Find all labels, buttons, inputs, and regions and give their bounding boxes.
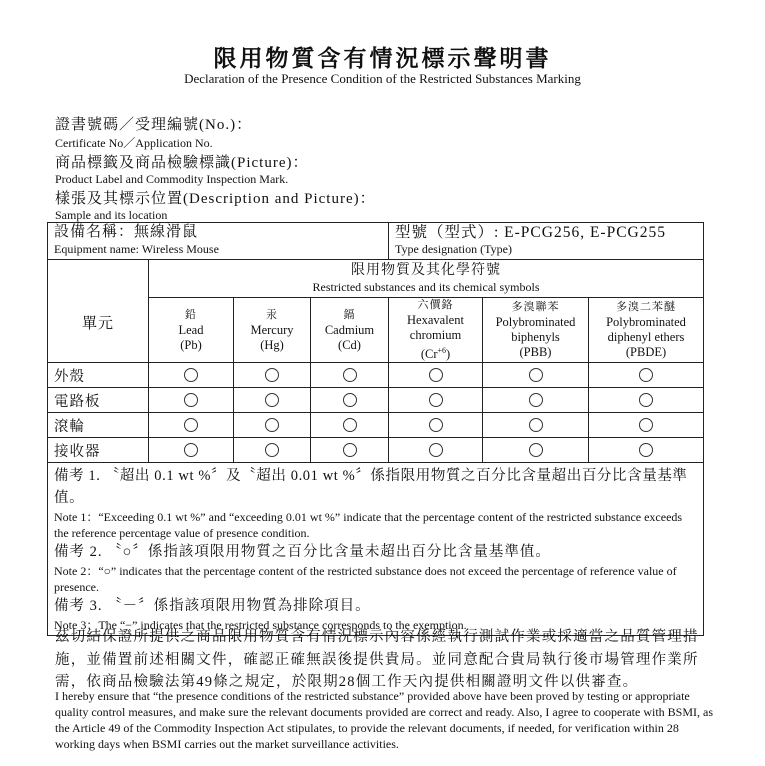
presence-mark-cell (234, 388, 311, 413)
presence-mark-cell (589, 388, 704, 413)
column-header-mercury: 汞 Mercury (Hg) (234, 298, 311, 363)
presence-mark-cell (311, 388, 389, 413)
circle-mark-icon (639, 418, 653, 432)
document-subtitle: Declaration of the Presence Condition of the Restricted Substances Marking (184, 71, 581, 86)
presence-mark-cell (149, 388, 234, 413)
type-designation-en: Type designation (Type) (395, 242, 512, 256)
presence-mark-cell (389, 388, 483, 413)
column-header-hexavalent-chromium: 六價鉻 Hexavalent chromium $(Cr^{+6})$ (389, 298, 483, 363)
circle-mark-icon (184, 368, 198, 382)
circle-mark-icon (529, 443, 543, 457)
unit-header: 單元 (48, 260, 149, 363)
column-header-pbb: 多溴聯苯 Polybrominated biphenyls (PBB) (483, 298, 589, 363)
row-unit-label: 電路板 (48, 388, 149, 413)
column-header-cadmium: 鎘 Cadmium (Cd) (311, 298, 389, 363)
circle-mark-icon (429, 368, 443, 382)
declaration-statement-en: I hereby ensure that “the presence conditions of the restricted substance” provided above have been proved by testing or appropriate quality control measures, and make sure the relevant documents provided are correct and ready. Also, I agree to cooperate with BSMI, as the Article 49 of the Commodity Inspection Act stipulates, to provide the relevant documents, if needed, for verification within 28 working days when BSMI carries out the market surveillance activities. (55, 689, 713, 751)
column-header-lead: 鉛 Lead (Pb) (149, 298, 234, 363)
circle-mark-icon (184, 393, 198, 407)
presence-mark-cell (483, 438, 589, 463)
circle-mark-icon (429, 443, 443, 457)
note-2-zh: 備考 2. 〝○〞係指該項限用物質之百分比含量未超出百分比含量基準值。 (54, 544, 551, 561)
circle-mark-icon (429, 418, 443, 432)
circle-mark-icon (639, 393, 653, 407)
certificate-no-label-en: Certificate No／Application No. (55, 136, 213, 150)
presence-mark-cell (311, 413, 389, 438)
certificate-no-label-zh: 證書號碼／受理編號(No.)： (55, 117, 253, 133)
equipment-name-cell (48, 223, 389, 260)
table-row (48, 388, 704, 413)
substances-header-en: Restricted substances and its chemical symbols (312, 279, 540, 294)
product-label-label-zh: 商品標籤及商品檢驗標識(Picture)： (55, 155, 309, 171)
type-designation-cell (389, 223, 704, 260)
presence-mark-cell (311, 363, 389, 388)
declaration-statement-zh: 茲切結保證所提供之商品限用物質含有情況標示內容係經執行測試作業或採適當之品質管理措施，並備置前述相關文件，確認正確無誤後提供貴局。並同意配合貴局執行後市場管理作業所需，依商品檢驗法第49條之規定，於限期28個工作天內提供相關證明文件以供審查。 (55, 629, 699, 690)
row-unit-label: 接收器 (48, 438, 149, 463)
note-2-en: Note 2：“○” indicates that the percentage content of the restricted substance does not exceed the percentage of reference value of presence. (54, 564, 677, 595)
presence-mark-cell (483, 413, 589, 438)
circle-mark-icon (529, 418, 543, 432)
table-row (48, 413, 704, 438)
presence-mark-cell (389, 438, 483, 463)
equipment-row (48, 223, 704, 260)
circle-mark-icon (343, 418, 357, 432)
presence-mark-cell (149, 363, 234, 388)
circle-mark-icon (429, 393, 443, 407)
circle-mark-icon (529, 393, 543, 407)
circle-mark-icon (639, 443, 653, 457)
circle-mark-icon (265, 418, 279, 432)
circle-mark-icon (184, 418, 198, 432)
sample-location-label-en: Sample and its location (55, 208, 168, 222)
note-3-zh: 備考 3. 〝－〞係指該項限用物質為排除項目。 (54, 598, 371, 615)
presence-mark-cell (149, 413, 234, 438)
note-1-zh: 備考 1. 〝超出 0.1 wt %〞及〝超出 0.01 wt %〞係指限用物質之百分比含量超出百分比含量基準值。 (54, 468, 688, 507)
column-header-pbde: 多溴二苯醚 Polybrominated diphenyl ethers (PBDE) (589, 298, 704, 363)
circle-mark-icon (343, 443, 357, 457)
type-designation-zh: 型號（型式）: E-PCG256, E-PCG255 (395, 224, 666, 241)
presence-mark-cell (389, 413, 483, 438)
notes-cell (48, 463, 704, 636)
sample-location-label-zh: 樣張及其標示位置(Description and Picture)： (55, 191, 376, 207)
equipment-name-zh: 設備名稱：無線滑鼠 (54, 224, 199, 240)
presence-mark-cell (589, 413, 704, 438)
substances-header (149, 260, 704, 298)
equipment-name-en: Equipment name: Wireless Mouse (54, 242, 219, 256)
row-unit-label: 外殼 (48, 363, 149, 388)
circle-mark-icon (265, 368, 279, 382)
circle-mark-icon (184, 443, 198, 457)
presence-mark-cell (149, 438, 234, 463)
circle-mark-icon (343, 393, 357, 407)
presence-mark-cell (389, 363, 483, 388)
presence-mark-cell (234, 413, 311, 438)
presence-mark-cell (234, 363, 311, 388)
presence-mark-cell (483, 388, 589, 413)
row-unit-label: 滾輪 (48, 413, 149, 438)
document-title: 限用物質含有情況標示聲明書 (213, 45, 552, 72)
presence-mark-cell (589, 438, 704, 463)
substances-header-zh: 限用物質及其化學符號 (351, 262, 502, 278)
presence-mark-cell (311, 438, 389, 463)
circle-mark-icon (639, 368, 653, 382)
note-3-en: Note 3：The “−” indicates that the restricted substance corresponds to the exemption. (54, 618, 467, 633)
circle-mark-icon (265, 393, 279, 407)
presence-mark-cell (483, 363, 589, 388)
table-row (48, 438, 704, 463)
note-1-en: Note 1：“Exceeding 0.1 wt %” and “exceeding 0.01 wt %” indicate that the percentage content of the restricted substance exceeds the reference percentage value of presence condition. (54, 510, 683, 541)
presence-mark-cell (589, 363, 704, 388)
table-row (48, 363, 704, 388)
circle-mark-icon (343, 368, 357, 382)
product-label-label-en: Product Label and Commodity Inspection Mark. (55, 172, 289, 186)
circle-mark-icon (529, 368, 543, 382)
presence-mark-cell (234, 438, 311, 463)
restricted-substances-table (47, 222, 704, 636)
circle-mark-icon (265, 443, 279, 457)
